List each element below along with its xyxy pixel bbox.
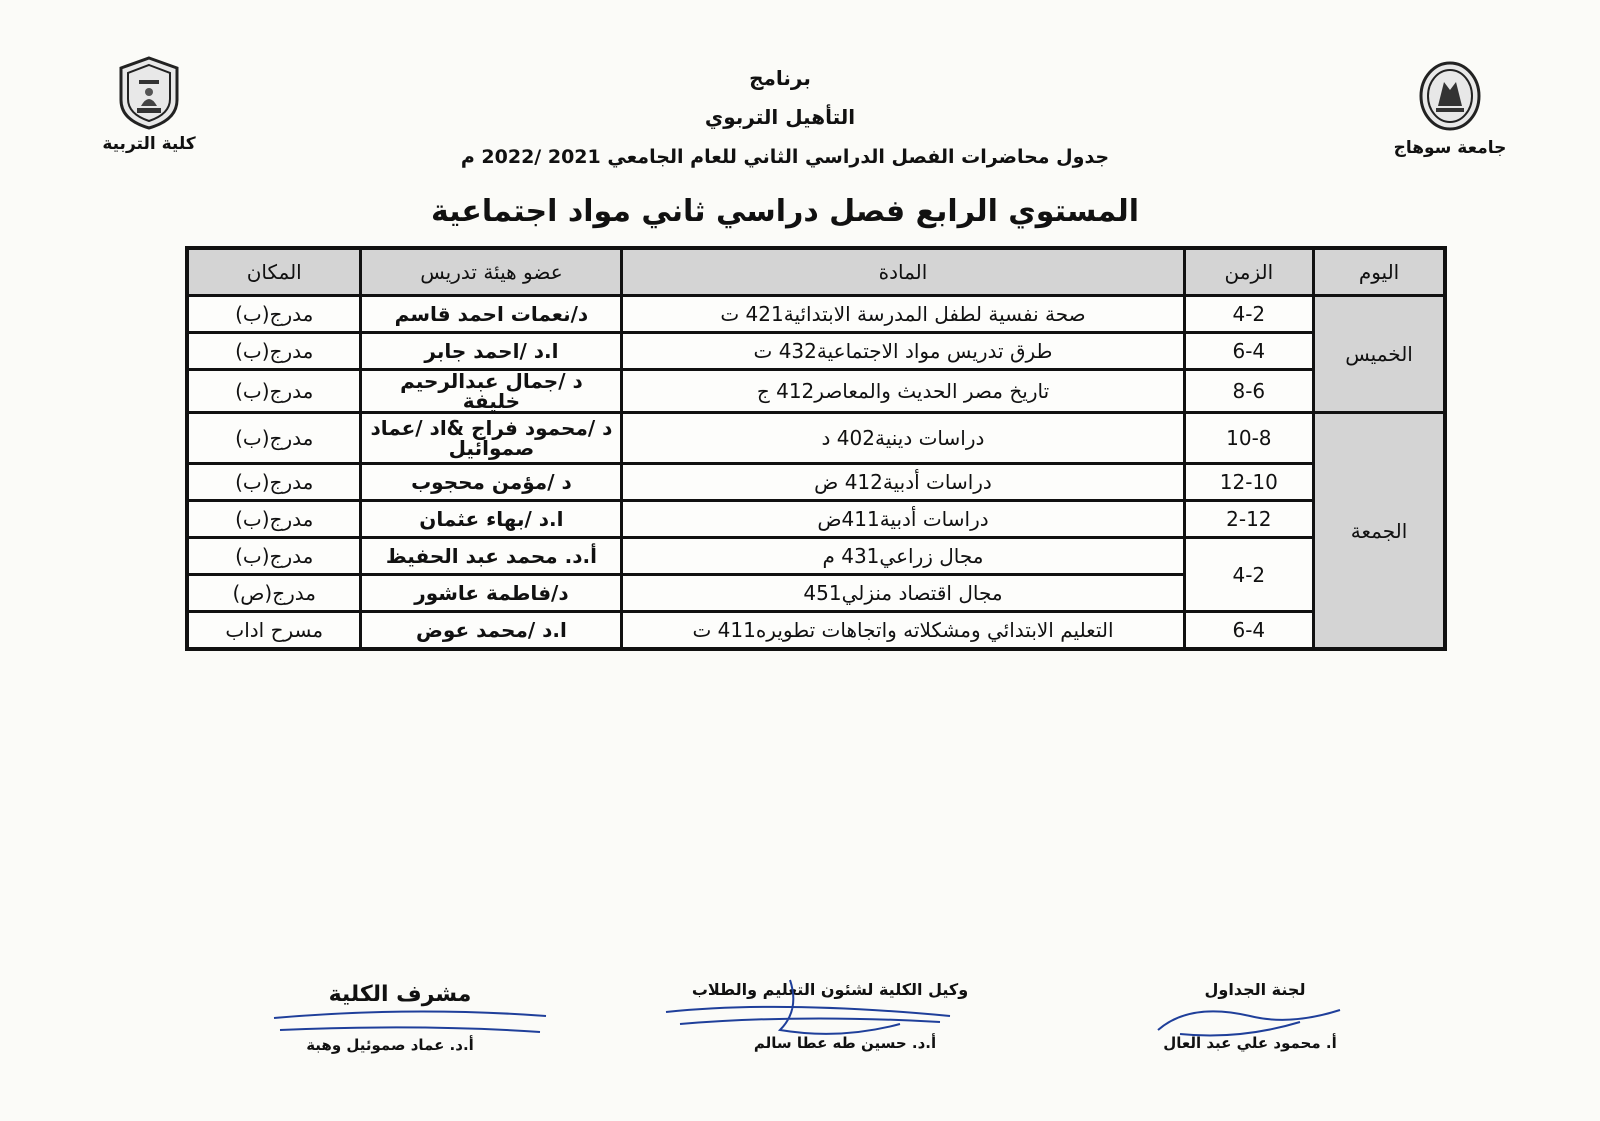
level-title: المستوي الرابع فصل دراسي ثاني مواد اجتماعية [430, 194, 1140, 229]
table-row [187, 296, 1445, 333]
row-tutor: د /جمال عبدالرحيم خليفة [361, 370, 622, 413]
row-place: مدرج(ب) [187, 370, 361, 413]
row-time: 10-8 [1184, 413, 1313, 464]
row-place: مدرج(ب) [187, 464, 361, 501]
table-row [187, 612, 1445, 650]
university-seal-icon [1418, 60, 1482, 134]
committee-name: أ. محمود علي عبد العال [1163, 1034, 1337, 1052]
table-row [187, 464, 1445, 501]
row-tutor: ا.د /محمد عوض [361, 612, 622, 650]
schedule-title: جدول محاضرات الفصل الدراسي الثاني للعام الجامعي 2021 /2022 م [460, 146, 1110, 168]
table-row [187, 370, 1445, 413]
row-place: مدرج(ب) [187, 333, 361, 370]
university-logo [1418, 60, 1482, 138]
header-tutor: عضو هيئة تدريس [361, 248, 622, 296]
row-time: 4-2 [1184, 296, 1313, 333]
committee-title: لجنة الجداول [1204, 980, 1306, 999]
row-tutor: د /مؤمن محجوب [361, 464, 622, 501]
college-seal-icon [117, 56, 181, 130]
row-subject: دراسات أدبية412 ض [622, 464, 1184, 501]
vice-dean-title: وكيل الكلية لشئون التعليم والطلاب [691, 980, 969, 999]
supervisor-name: أ.د. عماد صموئيل وهبة [306, 1036, 474, 1054]
row-tutor: ا.د /بهاء عثمان [361, 501, 622, 538]
row-subject: مجال زراعي431 م [622, 538, 1184, 575]
row-place: مسرح اداب [187, 612, 361, 650]
header-subject: المادة [622, 248, 1184, 296]
table-row [187, 413, 1445, 464]
row-place: مدرج(ب) [187, 501, 361, 538]
row-subject: دراسات دينية402 د [622, 413, 1184, 464]
row-place: مدرج(ص) [187, 575, 361, 612]
schedule-table [185, 246, 1447, 651]
row-place: مدرج(ب) [187, 296, 361, 333]
vice-dean-name: أ.د. حسين طه عطا سالم [753, 1034, 937, 1052]
table-row [187, 333, 1445, 370]
row-subject: طرق تدريس مواد الاجتماعية432 ت [622, 333, 1184, 370]
row-subject: مجال اقتصاد منزلي451 [622, 575, 1184, 612]
row-time: 4-2 [1184, 538, 1313, 612]
row-tutor: د /محمود فراج &اد /عماد صموائيل [361, 413, 622, 464]
table-header-row [187, 248, 1445, 296]
row-tutor: د/نعمات احمد قاسم [361, 296, 622, 333]
program-label: برنامج [749, 66, 811, 90]
row-tutor: ا.د /احمد جابر [361, 333, 622, 370]
college-logo [117, 56, 181, 134]
table-row [187, 501, 1445, 538]
row-time: 6-4 [1184, 333, 1313, 370]
program-name: التأهيل التربوي [704, 105, 856, 129]
day-friday: الجمعة [1314, 413, 1445, 650]
header-place: المكان [187, 248, 361, 296]
header-day: اليوم [1314, 248, 1445, 296]
left-logo-caption: كلية التربية [102, 134, 196, 154]
table-row [187, 538, 1445, 575]
row-time: 6-4 [1184, 612, 1313, 650]
row-place: مدرج(ب) [187, 538, 361, 575]
row-time: 2-12 [1184, 501, 1313, 538]
row-tutor: أ.د. محمد عبد الحفيظ [361, 538, 622, 575]
row-time: 12-10 [1184, 464, 1313, 501]
header-time: الزمن [1184, 248, 1313, 296]
day-thursday: الخميس [1314, 296, 1445, 413]
row-time: 8-6 [1184, 370, 1313, 413]
row-subject: تاريخ مصر الحديث والمعاصر412 ج [622, 370, 1184, 413]
row-subject: صحة نفسية لطفل المدرسة الابتدائية421 ت [622, 296, 1184, 333]
row-subject: التعليم الابتدائي ومشكلاته واتجاهات تطويره411 ت [622, 612, 1184, 650]
supervisor-title: مشرف الكلية [328, 982, 472, 1007]
row-place: مدرج(ب) [187, 413, 361, 464]
row-tutor: د/فاطمة عاشور [361, 575, 622, 612]
right-logo-caption: جامعة سوهاج [1393, 138, 1507, 158]
row-subject: دراسات أدبية411ض [622, 501, 1184, 538]
